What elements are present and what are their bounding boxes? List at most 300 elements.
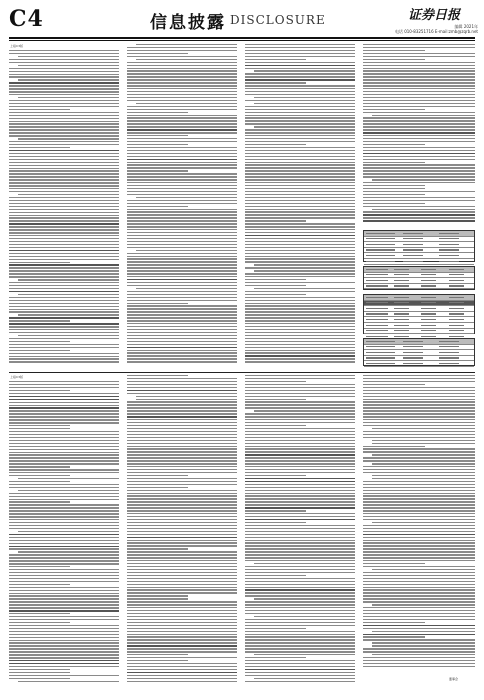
text-line [245,501,355,502]
text-line [127,109,237,110]
text-line [363,451,475,452]
text-line [9,100,119,101]
signature-line: 董事会 [449,677,459,681]
text-line [245,320,355,321]
text-line [9,528,119,529]
text-line [9,123,119,124]
header-rule-thin [9,40,475,41]
text-line [127,525,237,526]
text-line [9,173,119,174]
text-line [372,569,475,570]
section-title: 信息披露 [150,13,226,33]
table-cell [403,363,423,364]
text-line [9,76,119,77]
text-line [363,132,475,133]
text-line [127,578,237,579]
text-line [245,173,355,174]
text-line [127,335,237,336]
text-line [127,344,237,345]
text-line [9,569,119,570]
text-line [127,504,237,505]
text-line [127,244,237,245]
text-line [245,528,355,529]
text-line [363,657,475,658]
text-line [254,70,355,71]
text-line [363,490,475,491]
text-line [9,238,119,239]
text-line [245,117,355,118]
text-line [372,440,475,441]
text-line [9,510,119,511]
table-row [364,284,474,290]
text-line [245,141,355,142]
text-line [245,285,306,286]
text-line [9,291,119,292]
text-line [9,410,119,411]
text-line [127,487,188,488]
text-line [127,294,237,295]
text-line [363,141,475,142]
text-line [245,589,355,590]
text-line [245,244,355,245]
text-line [245,132,355,133]
text-line [9,443,119,444]
text-line [127,279,237,280]
text-line [127,657,237,658]
text-line [127,135,188,136]
text-line [363,176,475,177]
table-cell [439,341,459,342]
text-line [363,519,475,520]
text-line [363,200,475,201]
table-cell [421,325,436,326]
text-line [127,443,237,444]
text-line [9,613,70,614]
text-line [363,575,475,576]
text-line [9,344,119,345]
text-line [9,440,119,441]
text-line [9,449,119,450]
text-line [245,443,355,444]
financial-table [363,338,475,366]
text-line [127,47,237,48]
text-line [363,194,425,195]
table-cell [439,255,459,256]
text-line [9,179,119,180]
text-line [363,419,475,420]
text-line [245,437,355,438]
text-line [363,62,475,63]
text-line [9,399,119,400]
text-line [127,528,237,529]
text-line [254,270,355,271]
text-line [363,390,475,391]
table-cell [403,357,423,358]
text-line [363,404,475,405]
text-line [127,338,237,339]
text-column [363,375,475,671]
text-line [127,261,237,262]
text-line [9,82,119,83]
text-line [245,188,355,189]
text-line [245,601,355,602]
text-line [9,126,119,127]
text-line [127,153,237,154]
text-line [245,159,355,160]
text-line [9,648,119,649]
text-line [363,610,475,611]
text-line [245,642,355,643]
text-line [127,472,237,473]
text-line [127,639,237,640]
text-line [9,472,119,473]
text-line [245,375,355,376]
text-line [9,663,119,664]
text-line [372,642,475,643]
table-cell [421,313,436,314]
text-line [127,381,237,382]
text-line [245,510,306,511]
text-line [127,100,237,101]
text-line [245,294,306,295]
text-line [127,170,188,171]
text-line [9,309,119,310]
text-line [9,496,119,497]
text-line [127,522,237,523]
table-cell [421,308,436,309]
text-line [9,115,119,116]
table-cell [449,302,464,303]
text-line [9,212,119,213]
text-line [9,407,119,408]
text-line [127,619,237,620]
text-line [363,557,475,558]
text-line [127,540,237,541]
text-line [363,170,475,171]
text-line [127,97,237,98]
text-line [245,387,355,388]
text-line [127,598,188,599]
text-line [245,560,355,561]
text-line [245,566,355,567]
text-line [127,120,237,121]
text-line [245,185,355,186]
table-cell [366,319,388,320]
financial-table [363,294,475,334]
text-line [9,217,119,218]
text-line [9,159,119,160]
text-line [9,203,119,204]
article-area [9,44,475,689]
text-line [363,123,475,124]
text-line [245,595,355,596]
text-line [9,282,119,283]
text-line [136,399,237,400]
text-line [245,144,306,145]
text-line [245,62,355,63]
text-line [245,109,355,110]
text-line [127,347,237,348]
text-line [363,666,475,667]
text-line [127,326,237,327]
text-line [363,197,475,198]
text-line [127,551,237,552]
text-line [9,499,119,500]
text-line [127,495,237,496]
text-line [9,534,119,535]
table-cell [366,357,395,358]
text-column [127,375,237,687]
text-line [127,200,237,201]
text-line [245,241,355,242]
text-line [245,519,355,520]
table-cell [366,308,388,309]
table-cell [366,330,388,331]
text-line [9,188,119,189]
table-cell [366,336,388,337]
text-line [245,176,355,177]
text-line [245,347,355,348]
table-cell [366,297,388,298]
text-line [127,448,237,449]
text-line [245,352,355,353]
continuation-label: 上接C3版 [10,375,24,379]
text-line [18,531,119,532]
table-cell [439,249,459,250]
text-line [127,220,237,221]
text-line [9,223,119,224]
table-cell [439,363,459,364]
table-cell [394,308,409,309]
text-line [363,135,475,136]
text-line [9,416,119,417]
text-line [9,118,119,119]
text-line [245,311,355,312]
text-line [127,358,237,359]
text-line [9,563,119,564]
text-line [363,589,475,590]
text-line [9,62,119,63]
text-line [9,150,119,151]
text-line [127,126,237,127]
text-line [363,97,475,98]
text-column [245,44,355,368]
text-line [9,466,70,467]
text-line [9,654,119,655]
text-line [9,384,119,385]
text-line [127,270,237,271]
text-line [9,347,119,348]
text-line [9,525,119,526]
text-line [245,112,355,113]
text-line [245,200,355,201]
text-line [9,209,119,210]
text-line [9,413,119,414]
text-line [245,361,355,362]
text-line [9,469,119,470]
text-line [245,675,355,676]
text-line [363,578,475,579]
table-cell [394,313,409,314]
text-line [127,182,237,183]
text-line [372,115,475,116]
text-line [9,153,119,154]
text-line [245,308,355,309]
text-line [127,642,237,643]
text-line [245,138,355,139]
text-line [9,587,119,588]
text-line [363,507,475,508]
text-line [363,545,475,546]
text-line [9,660,119,661]
text-line [9,610,119,611]
text-line [245,557,355,558]
text-line [245,341,355,342]
text-line [245,100,355,101]
financial-table [363,266,475,290]
text-line [363,501,475,502]
text-line [9,640,119,641]
text-line [127,607,237,608]
text-line [9,220,119,221]
text-line [127,355,237,356]
text-line [9,170,119,171]
text-line [9,341,70,342]
text-line [9,74,119,75]
text-line [363,510,475,511]
text-line [127,416,237,417]
text-line [9,323,119,324]
text-line [245,350,355,351]
text-line [136,396,237,397]
table-cell [449,330,464,331]
text-line [9,259,119,260]
table-cell [439,233,459,234]
text-line [9,393,119,394]
text-line [9,267,119,268]
text-line [127,681,237,682]
text-line [245,82,306,83]
text-line [9,446,119,447]
text-column [9,50,119,368]
text-line [18,97,119,98]
text-line [9,303,119,304]
text-line [127,484,237,485]
header-rule [9,37,475,39]
text-line [363,651,475,652]
text-line [9,185,119,186]
table-cell [366,313,388,314]
text-line [127,164,237,165]
text-line [127,79,237,80]
text-line [363,156,475,157]
table-cell [439,357,459,358]
text-line [127,393,237,394]
text-line [127,300,237,301]
text-line [245,214,355,215]
table-cell [449,336,464,337]
text-line [9,381,119,382]
text-line [245,481,355,482]
text-line [363,584,475,585]
table-cell [449,313,464,314]
text-line [363,616,475,617]
text-line [127,651,237,652]
text-line [363,82,475,83]
text-line [363,613,475,614]
text-line [254,678,355,679]
text-line [363,59,425,60]
text-line [363,446,425,447]
text-line [127,256,237,257]
text-line [18,194,119,195]
text-line [127,401,237,402]
text-line [245,475,306,476]
text-line [127,350,237,351]
text-line [245,156,355,157]
text-line [127,575,237,576]
text-line [127,56,237,57]
table-cell [394,285,409,286]
text-line [136,44,237,45]
text-line [127,566,237,567]
text-line [127,454,237,455]
text-line [127,144,188,145]
text-line [245,393,355,394]
text-line [9,285,119,286]
text-line [363,91,475,92]
text-line [245,235,355,236]
text-line [245,542,355,543]
text-line [254,97,355,98]
text-line [245,203,355,204]
text-line [9,276,119,277]
text-line [9,402,119,403]
text-line [363,387,475,388]
text-line [127,209,237,210]
text-line [127,173,237,174]
text-line [9,572,119,573]
text-line [9,326,119,327]
text-line [363,85,475,86]
text-line [245,390,355,391]
text-line [363,625,475,626]
text-line [9,244,119,245]
text-line [18,478,119,479]
text-line [245,123,355,124]
text-line [245,273,355,274]
text-line [136,197,237,198]
text-line [254,654,355,655]
text-line [127,507,237,508]
text-line [254,410,355,411]
text-line [245,551,355,552]
text-line [363,76,475,77]
text-line [127,663,237,664]
text-line [9,270,119,271]
text-line [18,335,119,336]
text-line [9,361,119,362]
text-line [245,261,355,262]
text-line [9,247,119,248]
text-line [245,622,355,623]
table-cell [439,238,459,239]
text-line [363,206,475,207]
text-line [363,566,475,567]
text-column [363,44,475,226]
text-line [9,437,119,438]
table-cell [403,255,423,256]
